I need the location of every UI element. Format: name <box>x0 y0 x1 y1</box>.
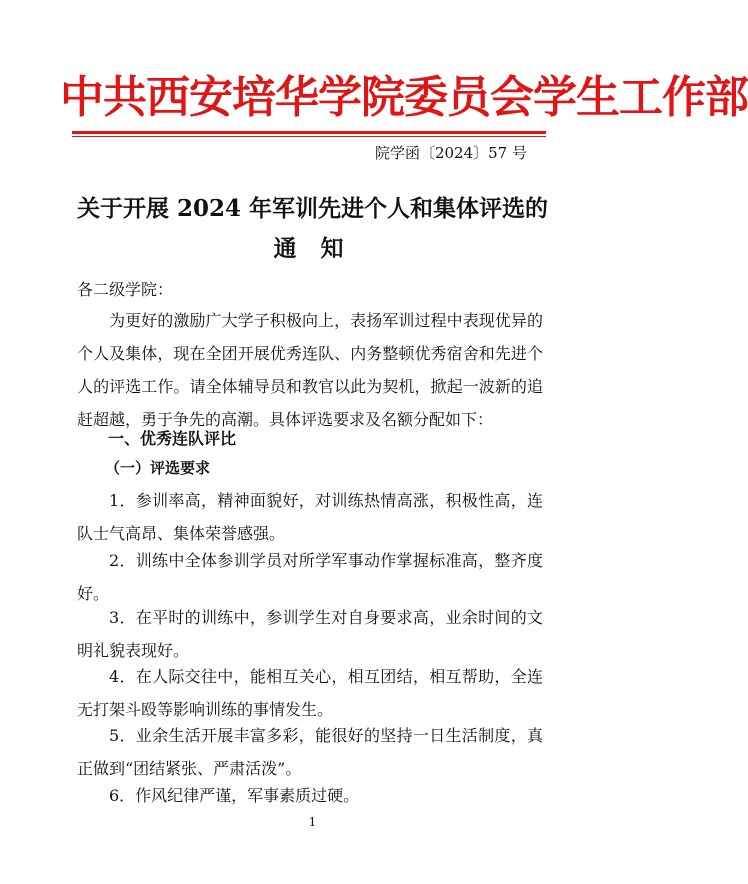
requirement-text-3: 3．在平时的训练中，参训学生对自身要求高，业余时间的文明礼貌表现好。 <box>77 608 543 660</box>
requirement-item-5 <box>77 719 543 785</box>
section-heading: 一、优秀连队评比 <box>108 429 237 448</box>
document-title-line-1: 关于开展 2024 年军训先进个人和集体评选的 <box>76 195 549 222</box>
requirement-text-6: 6．作风纪律严谨，军事素质过硬。 <box>109 786 360 805</box>
salutation: 各二级学院： <box>77 280 174 299</box>
requirement-text-1: 1．参训率高，精神面貌好，对训练热情高涨，积极性高，连队士气高昂、集体荣誉感强。 <box>77 491 543 543</box>
document-number: 院学函〔2024〕57 号 <box>374 144 527 162</box>
requirement-text-5: 5．业余生活开展丰富多彩，能很好的坚持一日生活制度，真正做到“团结紧张、严肃活泼”。 <box>77 726 543 778</box>
organization-header: 中共西安培华学院委员会学生工作部 <box>60 72 748 123</box>
requirement-item-1 <box>77 484 543 550</box>
section-subheading: （一）评选要求 <box>105 459 211 477</box>
requirement-item-3 <box>77 601 543 667</box>
document-title-line-2: 通 知 <box>273 235 352 262</box>
requirement-text-2: 2．训练中全体参训学员对所学军事动作掌握标准高，整齐度好。 <box>77 551 543 603</box>
requirement-item-6 <box>77 779 543 812</box>
header-rule-thick <box>72 131 546 134</box>
requirement-item-4 <box>77 660 543 726</box>
header-rule-thin <box>72 136 546 137</box>
intro-paragraph <box>77 304 543 436</box>
page-number: 1 <box>308 815 317 829</box>
requirement-text-4: 4．在人际交往中，能相互关心，相互团结，相互帮助，全连无打架斗殴等影响训练的事情发生。 <box>77 667 543 719</box>
intro-text: 为更好的激励广大学子积极向上，表扬军训过程中表现优异的个人及集体，现在全团开展优秀连队、内务整顿优秀宿舍和先进个人的评选工作。请全体辅导员和教官以此为契机，掀起一波新的追赶超越，勇于争先的高潮。具体评选要求及名额分配如下： <box>77 311 543 429</box>
